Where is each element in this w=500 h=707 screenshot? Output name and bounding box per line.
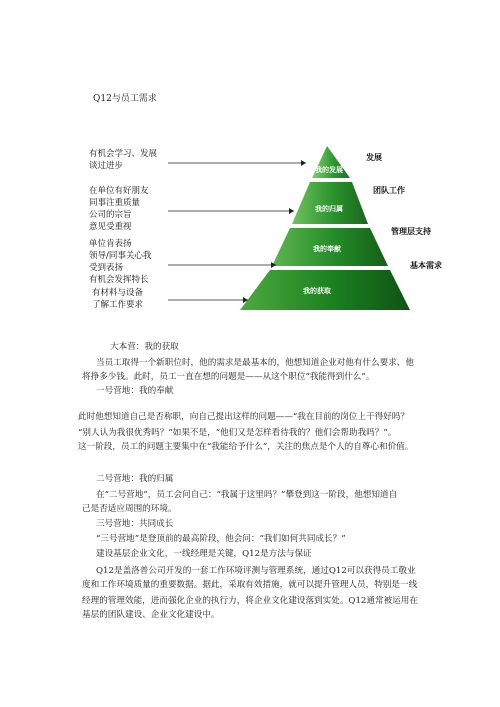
tier-label-1: 我的发展	[315, 166, 343, 174]
body-line: 基层的团队建设、企业文化建设中。	[82, 610, 220, 620]
body-line: 己是否适应周围的环境。	[82, 504, 177, 514]
body-line: Q12是盖洛普公司开发的一套工作环境评测与管理系统，通过Q12可以获得员工敬业	[96, 566, 416, 576]
left-item: 有材料与设备	[92, 288, 144, 298]
left-item: 有机会发挥特长	[89, 275, 149, 285]
body-line: 三号营地：共同成长	[96, 519, 174, 529]
pyramid-tier-2	[292, 182, 368, 224]
body-line: 一号营地：我的奉献	[96, 386, 174, 396]
body-line: “三号营地”是登顶前的最高阶段，他会问：“我们如何共同成长？”	[96, 534, 346, 544]
left-item: 单位肯表扬	[89, 239, 132, 249]
body-line: 将挣多少钱。此时，员工一直在想的问题是——从这个职位“我能得到什么”。	[82, 372, 375, 382]
right-label-management-support: 管理层支持	[391, 227, 431, 236]
left-item: 了解工作要求	[92, 300, 144, 310]
body-line: 当员工取得一个新职位时，他的需求是最基本的，他想知道企业对他有什么要求、他	[96, 358, 414, 368]
left-item: 领导/同事关心我	[89, 251, 152, 261]
left-item: 受到表扬	[89, 263, 124, 273]
right-label-development: 发展	[366, 153, 382, 162]
body-line: 此时他想知道自己是否称职，向自己提出这样的问题——“我在目前的岗位上干得好吗？	[78, 412, 409, 422]
q12-pyramid-diagram	[0, 0, 500, 330]
body-line: 大本营：我的获取	[110, 342, 179, 352]
body-line: 度和工作环境质量的重要数据。据此，采取有效措施，就可以提升管理人员，特别是一线	[82, 580, 418, 590]
body-line: 这一阶段，员工的问题主要集中在“我能给予什么”，关注的焦点是个人的自尊心和价值。	[78, 442, 414, 452]
section-heading: Q12与员工需求	[93, 94, 157, 104]
right-label-teamwork: 团队工作	[373, 186, 405, 195]
body-line: “别人认为我很优秀吗？”如果不是，“他们又是怎样看待我的？他们会帮助我吗？”。	[78, 428, 397, 438]
left-item: 在单位有好朋友	[89, 186, 149, 196]
left-item: 有机会学习、发展	[89, 149, 158, 159]
body-line: 二号营地：我的归属	[96, 474, 174, 484]
left-item: 谈过进步	[89, 161, 124, 171]
body-line: 建设基层企业文化，一线经理是关键，Q12是方法与保证	[96, 549, 312, 559]
right-label-basic-needs: 基本需求	[410, 261, 442, 270]
body-line: 经理的管理效能，进而强化企业的执行力，将企业文化建设落到实处。Q12通常被运用在	[82, 596, 418, 606]
left-item: 公司的宗旨	[89, 210, 132, 220]
tier-label-2: 我的归属	[315, 205, 343, 213]
left-item: 同事注重质量	[89, 198, 141, 208]
left-item: 意见受重视	[89, 222, 132, 232]
tier-label-3: 我的奉献	[313, 245, 341, 253]
body-line: 在“二号营地”，员工会问自己：“我属于这里吗？”攀登到这一阶段，他想知道自	[96, 490, 398, 500]
tier-label-4: 我的获取	[303, 287, 331, 295]
